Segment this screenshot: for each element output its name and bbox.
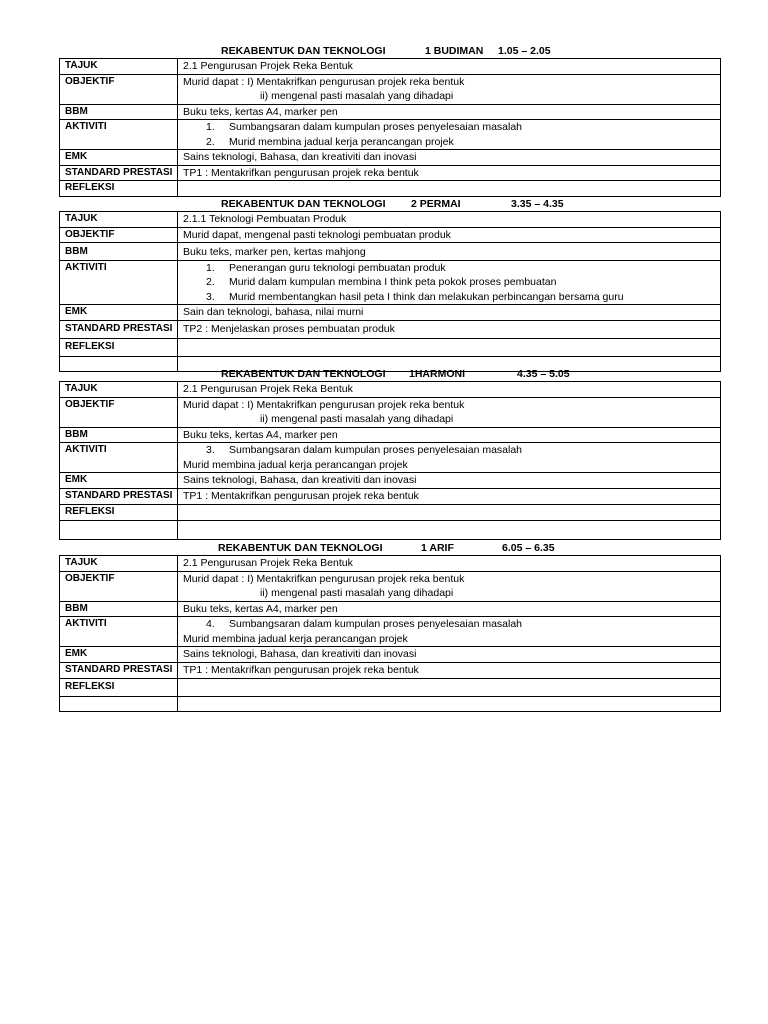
row-bbm: [60, 243, 721, 261]
value-standard-prestasi: TP1 : Mentakrifkan pengurusan projek reka bentuk: [178, 488, 721, 505]
value-aktiviti: [178, 120, 721, 150]
empty-cell: [178, 696, 721, 711]
aktiviti-extra: Murid membina jadual kerja perancangan projek: [183, 632, 408, 645]
lesson-table: [59, 58, 721, 197]
label-standard-prestasi: STANDARD PRESTASI: [60, 320, 178, 339]
lesson-plan-2: [59, 197, 721, 372]
item-text: Murid dalam kumpulan membina I think peta pokok proses pembuatan: [229, 276, 557, 288]
value-bbm: Buku teks, kertas A4, marker pen: [178, 601, 721, 617]
value-tajuk: 2.1 Pengurusan Projek Reka Bentuk: [178, 382, 721, 398]
row-aktiviti: [60, 120, 721, 150]
objektif-line: Murid dapat : I) Mentakrifkan pengurusan projek reka bentuk: [183, 75, 465, 88]
value-objektif: Murid dapat, mengenal pasti teknologi pembuatan produk: [178, 227, 721, 243]
aktiviti-item: [183, 617, 715, 632]
value-refleksi: [178, 679, 721, 697]
lesson-header: [59, 367, 721, 381]
header-subject: REKABENTUK DAN TEKNOLOGI: [221, 198, 386, 210]
item-number: 2.: [206, 276, 215, 288]
row-aktiviti: [60, 617, 721, 647]
label-tajuk: TAJUK: [60, 556, 178, 572]
value-objektif: [178, 571, 721, 601]
value-tajuk: 2.1 Pengurusan Projek Reka Bentuk: [178, 59, 721, 75]
lesson-header: [59, 44, 721, 58]
row-emk: [60, 647, 721, 663]
label-standard-prestasi: STANDARD PRESTASI: [60, 165, 178, 181]
header-time: 6.05 – 6.35: [502, 542, 555, 554]
value-standard-prestasi: TP1 : Mentakrifkan pengurusan projek reka bentuk: [178, 662, 721, 679]
item-number: 2.: [206, 135, 215, 148]
header-time: 1.05 – 2.05: [498, 45, 551, 57]
value-tajuk: 2.1.1 Teknologi Pembuatan Produk: [178, 212, 721, 228]
header-subject: REKABENTUK DAN TEKNOLOGI: [218, 542, 383, 554]
aktiviti-item: [183, 443, 715, 458]
label-objektif: OBJEKTIF: [60, 227, 178, 243]
objektif-line: ii) mengenal pasti masalah yang dihadapi: [260, 587, 454, 599]
label-objektif: OBJEKTIF: [60, 74, 178, 104]
row-aktiviti: [60, 443, 721, 473]
item-text: Sumbangsaran dalam kumpulan proses penyelesaian masalah: [229, 444, 523, 456]
item-text: Murid membina jadual kerja perancangan projek: [229, 135, 454, 148]
label-standard-prestasi: STANDARD PRESTASI: [60, 662, 178, 679]
lesson-plan-1: [59, 44, 721, 197]
row-bbm: [60, 427, 721, 443]
value-emk: Sains teknologi, Bahasa, dan kreativiti dan inovasi: [178, 473, 721, 489]
header-subject: REKABENTUK DAN TEKNOLOGI: [221, 45, 386, 57]
value-standard-prestasi: TP2 : Menjelaskan proses pembuatan produk: [178, 320, 721, 339]
row-objektif: [60, 571, 721, 601]
value-bbm: Buku teks, marker pen, kertas mahjong: [178, 243, 721, 261]
aktiviti-extra: Murid membina jadual kerja perancangan projek: [183, 458, 408, 471]
objektif-line: Murid dapat : I) Mentakrifkan pengurusan projek reka bentuk: [183, 398, 465, 411]
header-class: 2 PERMAI: [411, 198, 461, 210]
row-refleksi: [60, 505, 721, 521]
header-class: 1 ARIF: [421, 542, 454, 554]
header-subject: REKABENTUK DAN TEKNOLOGI: [221, 368, 386, 380]
item-number: 4.: [206, 618, 215, 630]
value-bbm: Buku teks, kertas A4, marker pen: [178, 427, 721, 443]
lesson-header: [59, 541, 721, 555]
empty-cell: [60, 696, 178, 711]
value-bbm: Buku teks, kertas A4, marker pen: [178, 104, 721, 120]
label-refleksi: REFLEKSI: [60, 505, 178, 521]
item-number: 1.: [206, 121, 215, 133]
value-aktiviti: [178, 443, 721, 473]
label-bbm: BBM: [60, 601, 178, 617]
row-aktiviti: [60, 260, 721, 305]
objektif-line: ii) mengenal pasti masalah yang dihadapi: [260, 90, 454, 102]
value-emk: Sain dan teknologi, bahasa, nilai murni: [178, 305, 721, 321]
aktiviti-item: [183, 290, 715, 305]
header-time: 4.35 – 5.05: [517, 368, 570, 380]
row-refleksi: [60, 181, 721, 197]
row-standard-prestasi: [60, 488, 721, 505]
row-tajuk: [60, 59, 721, 75]
row-emk: [60, 150, 721, 166]
row-empty: [60, 520, 721, 539]
row-refleksi: [60, 339, 721, 357]
value-emk: Sains teknologi, Bahasa, dan kreativiti dan inovasi: [178, 150, 721, 166]
label-bbm: BBM: [60, 104, 178, 120]
row-emk: [60, 305, 721, 321]
lesson-table: [59, 381, 721, 540]
item-text: Sumbangsaran dalam kumpulan proses penyelesaian masalah: [229, 618, 523, 630]
label-aktiviti: AKTIVITI: [60, 617, 178, 647]
item-text: Penerangan guru teknologi pembuatan produk: [229, 261, 446, 274]
empty-cell: [178, 520, 721, 539]
row-objektif: [60, 397, 721, 427]
label-aktiviti: AKTIVITI: [60, 120, 178, 150]
label-refleksi: REFLEKSI: [60, 181, 178, 197]
row-empty: [60, 696, 721, 711]
label-refleksi: REFLEKSI: [60, 339, 178, 357]
value-objektif: [178, 397, 721, 427]
value-objektif: [178, 74, 721, 104]
row-tajuk: [60, 382, 721, 398]
label-aktiviti: AKTIVITI: [60, 260, 178, 305]
item-text: Murid membentangkan hasil peta I think dan melakukan perbincangan bersama guru: [229, 290, 624, 303]
item-number: 3.: [206, 290, 215, 303]
objektif-line: Murid dapat : I) Mentakrifkan pengurusan projek reka bentuk: [183, 572, 465, 585]
value-refleksi: [178, 505, 721, 521]
row-emk: [60, 473, 721, 489]
aktiviti-item: [183, 261, 715, 276]
row-standard-prestasi: [60, 662, 721, 679]
row-refleksi: [60, 679, 721, 697]
label-aktiviti: AKTIVITI: [60, 443, 178, 473]
lesson-header: [59, 197, 721, 211]
row-tajuk: [60, 212, 721, 228]
value-aktiviti: [178, 260, 721, 305]
row-objektif: [60, 74, 721, 104]
row-bbm: [60, 601, 721, 617]
item-text: Sumbangsaran dalam kumpulan proses penyelesaian masalah: [229, 121, 523, 133]
header-class: 1 BUDIMAN: [425, 45, 484, 57]
aktiviti-item: [183, 120, 715, 135]
label-tajuk: TAJUK: [60, 212, 178, 228]
item-number: 3.: [206, 444, 215, 456]
row-tajuk: [60, 556, 721, 572]
header-class: 1HARMONI: [409, 368, 466, 380]
label-emk: EMK: [60, 647, 178, 663]
empty-cell: [60, 520, 178, 539]
label-refleksi: REFLEKSI: [60, 679, 178, 697]
label-objektif: OBJEKTIF: [60, 397, 178, 427]
lesson-table: [59, 555, 721, 712]
lesson-plan-3: [59, 367, 721, 540]
value-aktiviti: [178, 617, 721, 647]
aktiviti-item: [183, 135, 715, 150]
value-standard-prestasi: TP1 : Mentakrifkan pengurusan projek reka bentuk: [178, 165, 721, 181]
value-refleksi: [178, 339, 721, 357]
label-tajuk: TAJUK: [60, 382, 178, 398]
value-refleksi: [178, 181, 721, 197]
objektif-line: ii) mengenal pasti masalah yang dihadapi: [260, 413, 454, 425]
aktiviti-item: [183, 275, 715, 290]
label-emk: EMK: [60, 150, 178, 166]
lesson-table: [59, 211, 721, 372]
label-emk: EMK: [60, 473, 178, 489]
value-emk: Sains teknologi, Bahasa, dan kreativiti dan inovasi: [178, 647, 721, 663]
label-standard-prestasi: STANDARD PRESTASI: [60, 488, 178, 505]
row-standard-prestasi: [60, 165, 721, 181]
lesson-plan-4: [59, 541, 721, 712]
label-emk: EMK: [60, 305, 178, 321]
label-objektif: OBJEKTIF: [60, 571, 178, 601]
row-bbm: [60, 104, 721, 120]
header-time: 3.35 – 4.35: [511, 198, 564, 210]
row-standard-prestasi: [60, 320, 721, 339]
item-number: 1.: [206, 261, 215, 274]
label-tajuk: TAJUK: [60, 59, 178, 75]
row-objektif: [60, 227, 721, 243]
label-bbm: BBM: [60, 243, 178, 261]
value-tajuk: 2.1 Pengurusan Projek Reka Bentuk: [178, 556, 721, 572]
label-bbm: BBM: [60, 427, 178, 443]
